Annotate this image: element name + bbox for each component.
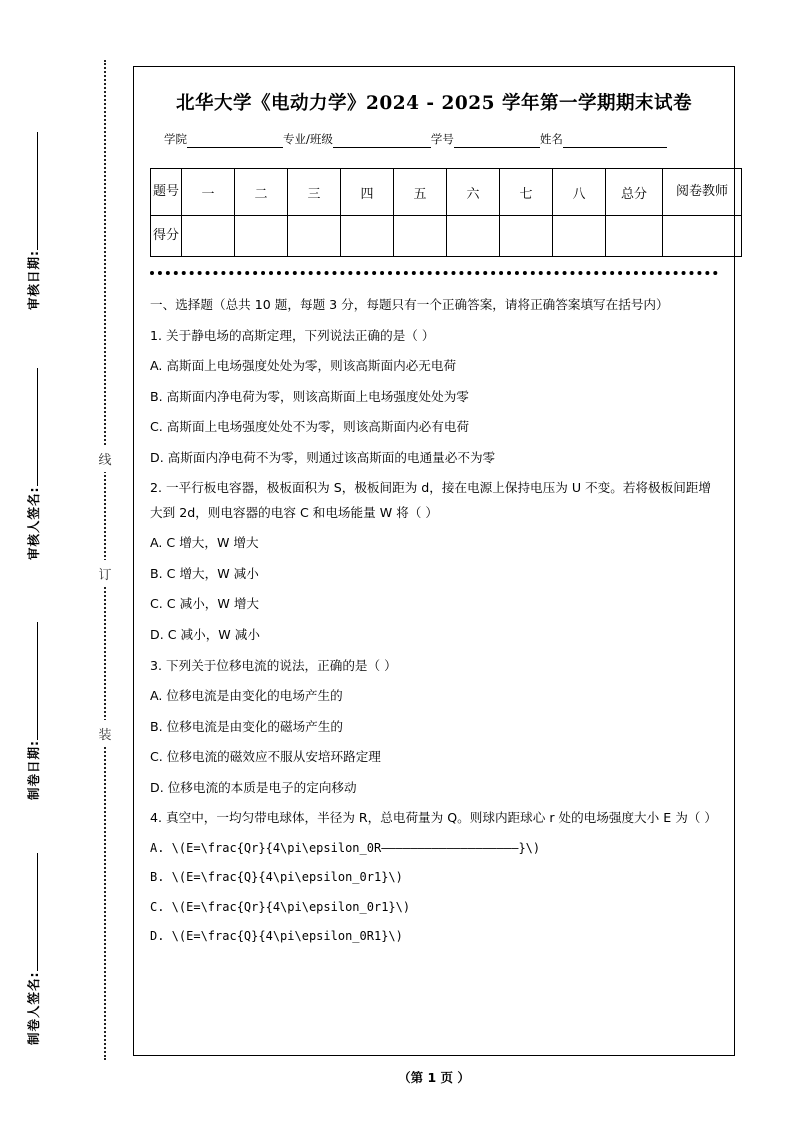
margin-label-printer-signature [24, 805, 42, 1045]
score-cell-3[interactable] [288, 216, 341, 257]
question-3-option-d[interactable]: D. 位移电流的本质是电子的定向移动 [150, 779, 357, 795]
field-name[interactable] [540, 131, 667, 148]
question-2-option-a[interactable]: A. C 增大，W 增大 [150, 535, 259, 551]
score-cell-2[interactable] [235, 216, 288, 257]
question-4-option-a[interactable]: A. \(E=\frac{Qr}{4\pi\epsilon_0R———————————————————}\) [150, 840, 541, 855]
margin-label-column [24, 60, 70, 1060]
margin-label-review-date-blank [37, 132, 38, 250]
question-2-option-d[interactable]: D. C 减小，W 减小 [150, 627, 260, 643]
score-cell-6[interactable] [447, 216, 500, 257]
score-table-row-label-question: 题号 [151, 169, 182, 216]
question-4-stem: 4. 真空中，一均匀带电球体，半径为 R，总电荷量为 Q。则球内距球心 r 处的电场强度大小 E 为（ ） [150, 810, 717, 826]
score-table-col-grader: 阅卷教师 [663, 169, 742, 216]
margin-label-reviewer-signature-blank [37, 369, 38, 487]
binding-char-line: 线 [96, 445, 114, 472]
question-1-option-d[interactable]: D. 高斯面内净电荷不为零，则通过该高斯面的电通量必不为零 [150, 449, 496, 465]
table-row-scores [151, 216, 742, 257]
field-college-blank[interactable] [187, 134, 283, 148]
score-table-col-6: 六 [447, 169, 500, 216]
field-major-class[interactable] [283, 131, 431, 148]
binding-char-staple: 订 [96, 560, 114, 587]
score-cell-1[interactable] [182, 216, 235, 257]
score-table-row-label-score: 得分 [151, 216, 182, 257]
question-3-stem: 3. 下列关于位移电流的说法，正确的是（ ） [150, 657, 397, 673]
question-1-option-c[interactable]: C. 高斯面上电场强度处处不为零，则该高斯面内必有电荷 [150, 419, 470, 435]
margin-label-review-date-text: 审核日期: [26, 250, 41, 310]
margin-label-printer-signature-text: 制卷人签名: [26, 971, 41, 1045]
question-3-option-c[interactable]: C. 位移电流的磁效应不服从安培环路定理 [150, 749, 381, 765]
field-major-class-blank[interactable] [333, 134, 431, 148]
question-2-option-b[interactable]: B. C 增大，W 减小 [150, 565, 259, 581]
field-student-id-blank[interactable] [454, 134, 540, 148]
score-cell-8[interactable] [553, 216, 606, 257]
score-table-col-5: 五 [394, 169, 447, 216]
score-table-col-7: 七 [500, 169, 553, 216]
question-1-option-b[interactable]: B. 高斯面内净电荷为零，则该高斯面上电场强度处处为零 [150, 388, 469, 404]
field-college[interactable] [164, 131, 283, 148]
section-heading: 一、选择题（总共 10 题，每题 3 分，每题只有一个正确答案，请将正确答案填写在括号内） [150, 297, 669, 312]
field-student-id[interactable] [431, 131, 540, 148]
margin-label-review-date [24, 70, 42, 310]
score-cell-7[interactable] [500, 216, 553, 257]
score-cell-grader[interactable] [663, 216, 742, 257]
field-college-label: 学院 [164, 132, 187, 146]
question-2-option-c[interactable]: C. C 减小，W 增大 [150, 596, 260, 612]
field-major-class-label: 专业/班级 [283, 132, 333, 146]
score-cell-5[interactable] [394, 216, 447, 257]
margin-label-reviewer-signature [24, 320, 42, 560]
student-info-row [164, 131, 712, 148]
question-body [150, 293, 718, 948]
margin-label-print-date-blank [37, 622, 38, 740]
margin-label-print-date [24, 560, 42, 800]
question-4-option-c[interactable]: C. \(E=\frac{Qr}{4\pi\epsilon_0r1}\) [150, 899, 411, 914]
score-table-col-1: 一 [182, 169, 235, 216]
section-divider [150, 271, 718, 279]
score-table-col-total: 总分 [606, 169, 663, 216]
score-table [150, 168, 742, 257]
score-table-col-2: 二 [235, 169, 288, 216]
margin-label-print-date-text: 制卷日期: [26, 740, 41, 800]
question-4-option-b[interactable]: B. \(E=\frac{Q}{4\pi\epsilon_0r1}\) [150, 870, 403, 885]
question-1-stem: 1. 关于静电场的高斯定理，下列说法正确的是（ ） [150, 327, 435, 343]
page-title: 北华大学《电动力学》2024 - 2025 学年第一学期期末试卷 [176, 93, 692, 114]
margin-label-reviewer-signature-text: 审核人签名: [26, 486, 41, 560]
margin-label-printer-signature-blank [37, 854, 38, 972]
field-student-id-label: 学号 [430, 132, 454, 146]
score-table-col-8: 八 [553, 169, 606, 216]
field-name-label: 姓名 [539, 132, 563, 146]
question-2-stem: 2. 一平行板电容器，极板面积为 S，极板间距为 d，接在电源上保持电压为 U 不变。若将极板间距增大到 2d，则电容器的电容 C 和电场能量 W 将（ ） [150, 480, 711, 520]
page-footer: （第 1 页 ） [398, 1070, 470, 1085]
score-cell-total[interactable] [606, 216, 663, 257]
question-3-option-a[interactable]: A. 位移电流是由变化的电场产生的 [150, 688, 343, 704]
question-1-option-a[interactable]: A. 高斯面上电场强度处处为零，则该高斯面内必无电荷 [150, 358, 457, 374]
question-3-option-b[interactable]: B. 位移电流是由变化的磁场产生的 [150, 718, 343, 734]
binding-char-bind: 装 [96, 720, 114, 747]
score-table-col-4: 四 [341, 169, 394, 216]
score-table-col-3: 三 [288, 169, 341, 216]
question-4-option-d[interactable]: D. \(E=\frac{Q}{4\pi\epsilon_0R1}\) [150, 929, 403, 944]
score-cell-4[interactable] [341, 216, 394, 257]
binding-line [94, 60, 116, 1060]
table-row-question-numbers [151, 169, 742, 216]
exam-paper-frame [133, 66, 735, 1056]
field-name-blank[interactable] [563, 134, 667, 148]
